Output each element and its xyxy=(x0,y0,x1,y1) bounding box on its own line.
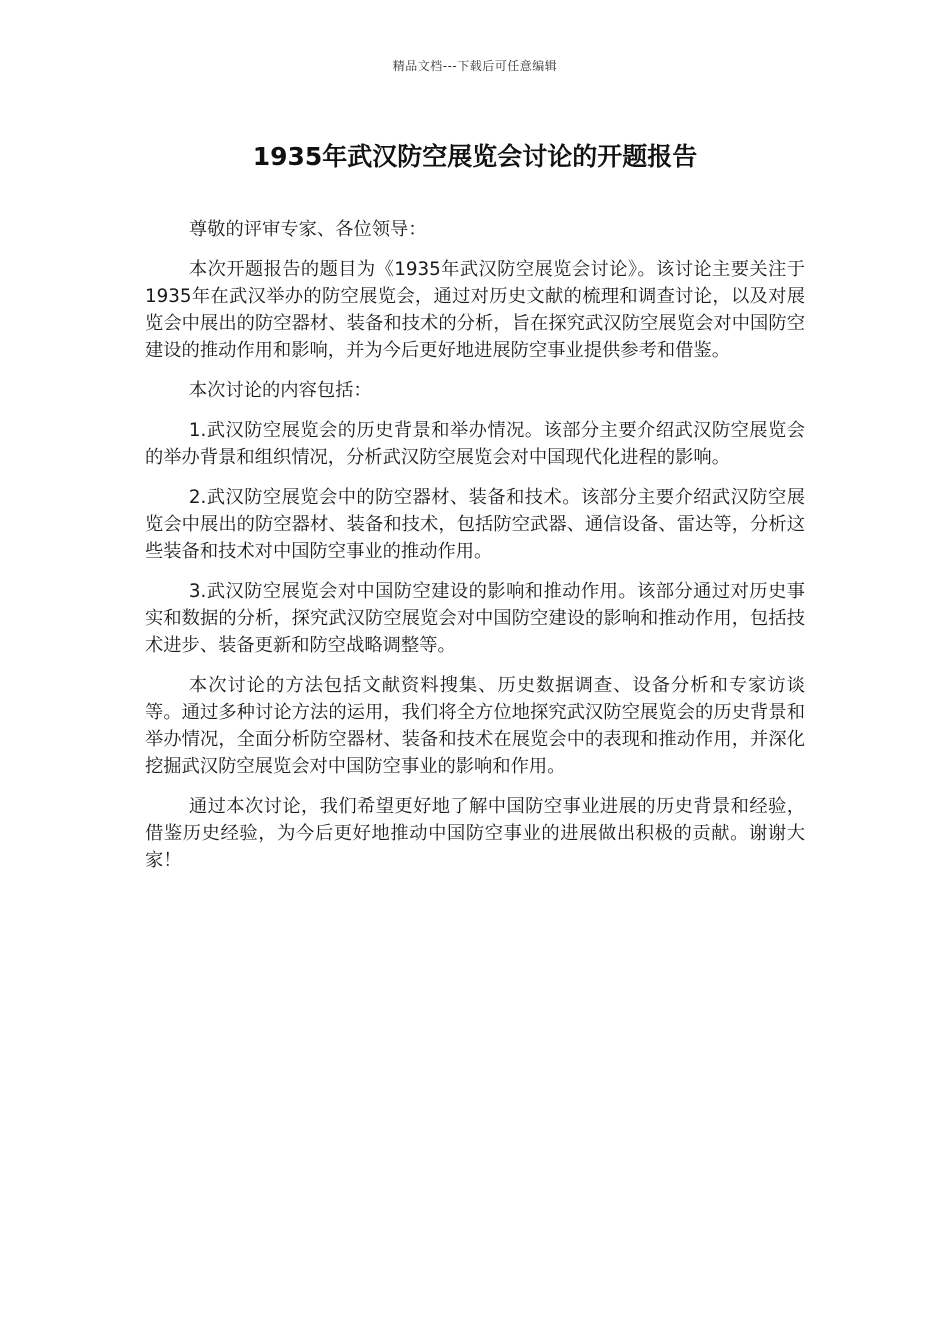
intro-paragraph: 本次开题报告的题目为《1935年武汉防空展览会讨论》。该讨论主要关注于1935年在武汉举办的防空展览会，通过对历史文献的梳理和调查讨论，以及对展览会中展出的防空器材、装备和技术的分析，旨在探究武汉防空展览会对中国防空建设的推动作用和影响，并为今后更好地进展防空事业提供参考和借鉴。 xyxy=(145,259,805,361)
content-item-1-paragraph: 1.武汉防空展览会的历史背景和举办情况。该部分主要介绍武汉防空展览会的举办背景和组织情况，分析武汉防空展览会对中国现代化进程的影响。 xyxy=(145,420,805,468)
salutation-paragraph: 尊敬的评审专家、各位领导： xyxy=(188,219,427,240)
closing-paragraph: 通过本次讨论，我们希望更好地了解中国防空事业进展的历史背景和经验，借鉴历史经验，为今后更好地推动中国防空事业的进展做出积极的贡献。谢谢大家！ xyxy=(145,796,805,871)
content-item-2-paragraph: 2.武汉防空展览会中的防空器材、装备和技术。该部分主要介绍武汉防空展览会中展出的防空器材、装备和技术，包括防空武器、通信设备、雷达等，分析这些装备和技术对中国防空事业的推动作用。 xyxy=(145,487,805,562)
content-item-3-paragraph: 3.武汉防空展览会对中国防空建设的影响和推动作用。该部分通过对历史事实和数据的分析，探究武汉防空展览会对中国防空建设的影响和推动作用，包括技术进步、装备更新和防空战略调整等。 xyxy=(145,581,805,656)
document-body xyxy=(145,216,805,887)
document-title: 1935年武汉防空展览会讨论的开题报告 xyxy=(252,142,698,171)
methods-paragraph: 本次讨论的方法包括文献资料搜集、历史数据调查、设备分析和专家访谈等。通过多种讨论方法的运用，我们将全方位地探究武汉防空展览会的历史背景和举办情况，全面分析防空器材、装备和技术在展览会中的表现和推动作用，并深化挖掘武汉防空展览会对中国防空事业的影响和作用。 xyxy=(145,675,805,777)
content-heading-paragraph: 本次讨论的内容包括： xyxy=(188,380,372,401)
header-note: 精品文档---下载后可任意编辑 xyxy=(392,59,558,73)
